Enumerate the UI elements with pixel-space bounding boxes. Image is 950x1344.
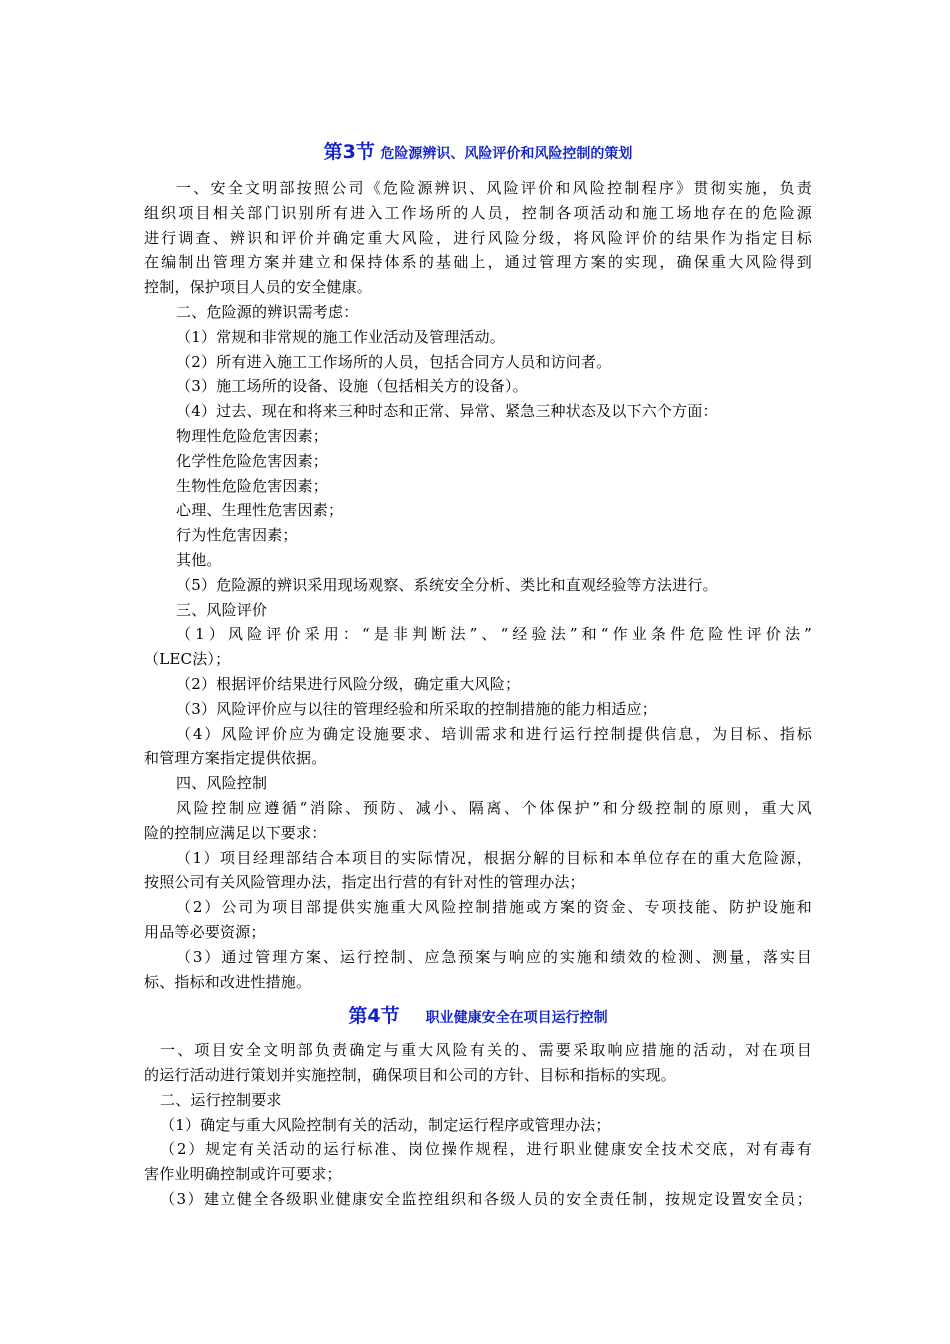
section-3-title: 危险源辨识、风险评价和风险控制的策划 bbox=[380, 146, 633, 162]
s4-line-5: （2）规定有关活动的运行标准、岗位操作规程，进行职业健康安全技术交底，对有毒有 bbox=[160, 1140, 812, 1159]
s3-line-24: 和管理方案指定提供依据。 bbox=[144, 749, 327, 768]
section-4-title: 职业健康安全在项目运行控制 bbox=[425, 1010, 608, 1027]
s3-line-3: 进行调查、辨识和评价并确定重大风险，进行风险分级，将风险评价的结果作为指定目标 bbox=[144, 228, 812, 247]
s4-line-4: （1）确定与重大风险控制有关的活动，制定运行程序或管理办法； bbox=[160, 1115, 611, 1134]
s3-line-14: 心理、生理性危害因素； bbox=[176, 501, 344, 520]
s3-line-13: 生物性危险危害因素； bbox=[176, 476, 329, 495]
s3-line-21: （2）根据评价结果进行风险分级，确定重大风险； bbox=[176, 674, 521, 693]
s3-line-33: 标、指标和改进性措施。 bbox=[144, 972, 312, 991]
s3-line-1: 一、安全文明部按照公司《危险源辨识、风险评价和风险控制程序》贯彻实施，负责 bbox=[176, 179, 812, 197]
section-3-number: 第3节 bbox=[323, 141, 375, 163]
s3-line-19: （1）风险评价采用：“是非判断法”、“经验法”和“作业条件危险性评价法” bbox=[176, 625, 812, 644]
s3-line-10: （4）过去、现在和将来三种时态和正常、异常、紧急三种状态及以下六个方面： bbox=[176, 402, 718, 421]
s3-line-8: （2）所有进入施工工作场所的人员，包括合同方人员和访问者。 bbox=[176, 352, 612, 371]
s3-line-29: 按照公司有关风险管理办法，指定出行营的有针对性的管理办法； bbox=[144, 873, 585, 892]
document-content bbox=[144, 136, 812, 1212]
s3-line-22: （3）风险评价应与以往的管理经验和所采取的控制措施的能力相适应； bbox=[176, 699, 657, 718]
s3-line-7: （1）常规和非常规的施工作业活动及管理活动。 bbox=[176, 327, 505, 346]
s3-line-27: 险的控制应满足以下要求： bbox=[144, 823, 327, 842]
s4-line-2: 的运行活动进行策划并实施控制，确保项目和公司的方针、目标和指标的实现。 bbox=[144, 1066, 677, 1085]
s3-line-15: 行为性危害因素； bbox=[176, 526, 298, 545]
s3-line-6: 二、危险源的辨识需考虑： bbox=[176, 302, 359, 321]
section-4-body bbox=[144, 1038, 812, 1212]
s3-line-11: 物理性危险危害因素； bbox=[176, 426, 329, 445]
s3-line-4: 在编制出管理方案并建立和保持体系的基础上，通过管理方案的实现，确保重大风险得到 bbox=[144, 253, 812, 272]
section-3-heading bbox=[144, 136, 812, 170]
s3-line-17: （5）危险源的辨识采用现场观察、系统安全分析、类比和直观经验等方法进行。 bbox=[176, 575, 718, 594]
s3-line-16: 其他。 bbox=[176, 550, 222, 569]
section-4-heading bbox=[144, 1000, 812, 1034]
s4-line-3: 二、运行控制要求 bbox=[160, 1090, 282, 1109]
s4-line-1: 一、项目安全文明部负责确定与重大风险有关的、需要采取响应措施的活动，对在项目 bbox=[160, 1041, 812, 1060]
s3-line-18: 三、风险评价 bbox=[176, 600, 268, 619]
s3-line-32: （3）通过管理方案、运行控制、应急预案与响应的实施和绩效的检测、测量，落实目 bbox=[176, 947, 812, 966]
s3-line-20: （LEC法）； bbox=[144, 650, 231, 669]
s3-line-31: 用品等必要资源； bbox=[144, 922, 266, 941]
s3-line-25: 四、风险控制 bbox=[176, 774, 268, 793]
s3-line-5: 控制，保护项目人员的安全健康。 bbox=[144, 278, 373, 297]
s4-line-7: （3）建立健全各级职业健康安全监控组织和各级人员的安全责任制，按规定设置安全员； bbox=[160, 1190, 812, 1209]
section-3-body bbox=[144, 176, 812, 994]
section-4-number: 第4节 bbox=[348, 1005, 400, 1028]
s3-line-30: （2）公司为项目部提供实施重大风险控制措施或方案的资金、专项技能、防护设施和 bbox=[176, 898, 812, 917]
s3-line-28: （1）项目经理部结合本项目的实际情况，根据分解的目标和本单位存在的重大危险源， bbox=[176, 848, 812, 867]
s4-line-6: 害作业明确控制或许可要求； bbox=[144, 1165, 342, 1184]
s3-line-12: 化学性危险危害因素； bbox=[176, 451, 329, 470]
s3-line-23: （4）风险评价应为确定设施要求、培训需求和进行运行控制提供信息，为目标、指标 bbox=[176, 724, 812, 743]
s3-line-9: （3）施工场所的设备、设施（包括相关方的设备）。 bbox=[176, 377, 528, 396]
s3-line-26: 风险控制应遵循“消除、预防、减小、隔离、个体保护”和分级控制的原则，重大风 bbox=[176, 798, 812, 817]
s3-line-2: 组织项目相关部门识别所有进入工作场所的人员，控制各项活动和施工场地存在的危险源 bbox=[144, 203, 812, 222]
